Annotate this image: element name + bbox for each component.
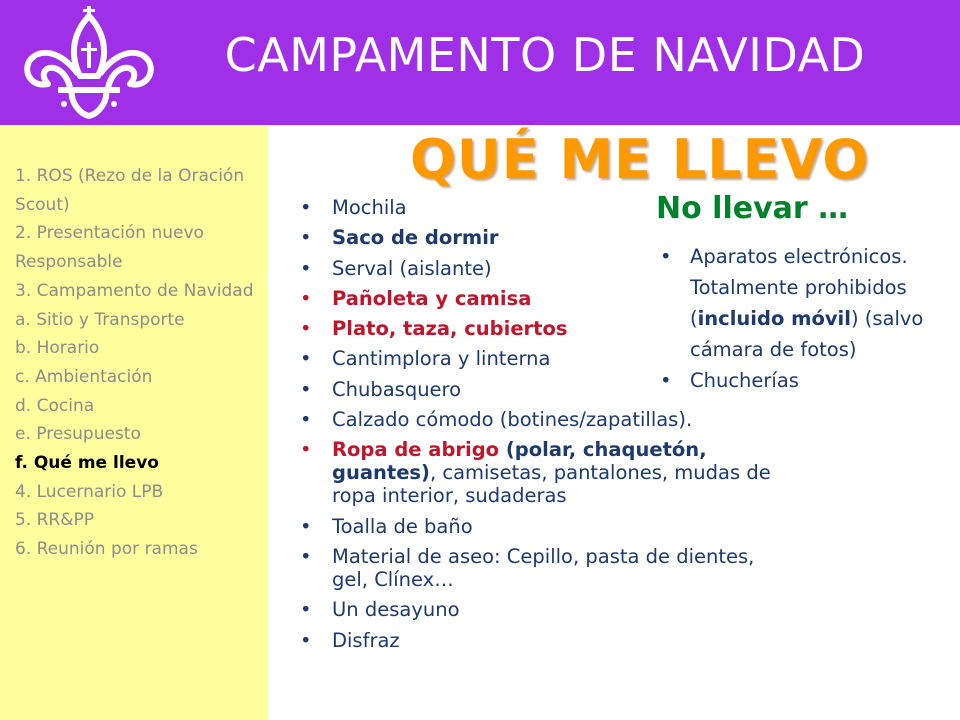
sidebar-item[interactable]: d. Cocina [15, 395, 95, 416]
sidebar-item[interactable]: e. Presupuesto [15, 424, 141, 445]
sidebar-item[interactable]: 2. Presentación nuevo Responsable [15, 223, 204, 273]
list-item: • Material de aseo: Cepillo, pasta de dientes, gel, Clínex… [300, 545, 780, 591]
sidebar-item[interactable]: 4. Lucernario LPB [15, 481, 164, 502]
list-item: • Saco de dormir [300, 226, 780, 249]
list-item: • Calzado cómodo (botines/zapatillas). [300, 408, 780, 431]
sidebar-item[interactable]: 5. RR&PP [15, 510, 95, 531]
page-title: QUÉ ME LLEVO [410, 128, 870, 191]
list-item: • Aparatos electrónicos. Totalmente prohibidos (incluido móvil) (salvo cámara de fotos) [660, 241, 950, 365]
sidebar-item[interactable]: c. Ambientación [15, 366, 153, 387]
sidebar-item[interactable]: b. Horario [15, 338, 100, 359]
list-item: • Ropa de abrigo (polar, chaquetón, guantes), camisetas, pantalones, mudas de ropa interior, sudaderas [300, 438, 780, 507]
scout-emblem-icon [20, 4, 158, 122]
list-item: • Serval (aislante) [300, 257, 780, 280]
sidebar-item[interactable]: 6. Reunión por ramas [15, 539, 198, 560]
list-item: • Cantimplora y linterna [300, 347, 780, 370]
sidebar-item[interactable]: 1. ROS (Rezo de la Oración Scout) [15, 166, 245, 215]
list-item: • Chubasquero [300, 378, 780, 401]
list-item: • Pañoleta y camisa [300, 287, 780, 310]
no-llevar-title: No llevar … [656, 191, 849, 226]
header-bar [0, 0, 960, 125]
list-item: • Chucherías [660, 365, 950, 396]
sidebar-item[interactable]: f. Qué me llevo [15, 453, 159, 474]
no-llevar-list [660, 241, 950, 396]
sidebar-nav [15, 162, 265, 564]
list-item: • Mochila [300, 196, 780, 219]
list-item: • Un desayuno [300, 598, 780, 621]
list-item: • Toalla de baño [300, 515, 780, 538]
sidebar-item[interactable]: a. Sitio y Transporte [15, 309, 185, 330]
list-item: • Disfraz [300, 629, 780, 652]
app-title: CAMPAMENTO DE NAVIDAD [224, 28, 866, 82]
list-item: • Plato, taza, cubiertos [300, 317, 780, 340]
sidebar-item[interactable]: 3. Campamento de Navidad [15, 280, 254, 301]
